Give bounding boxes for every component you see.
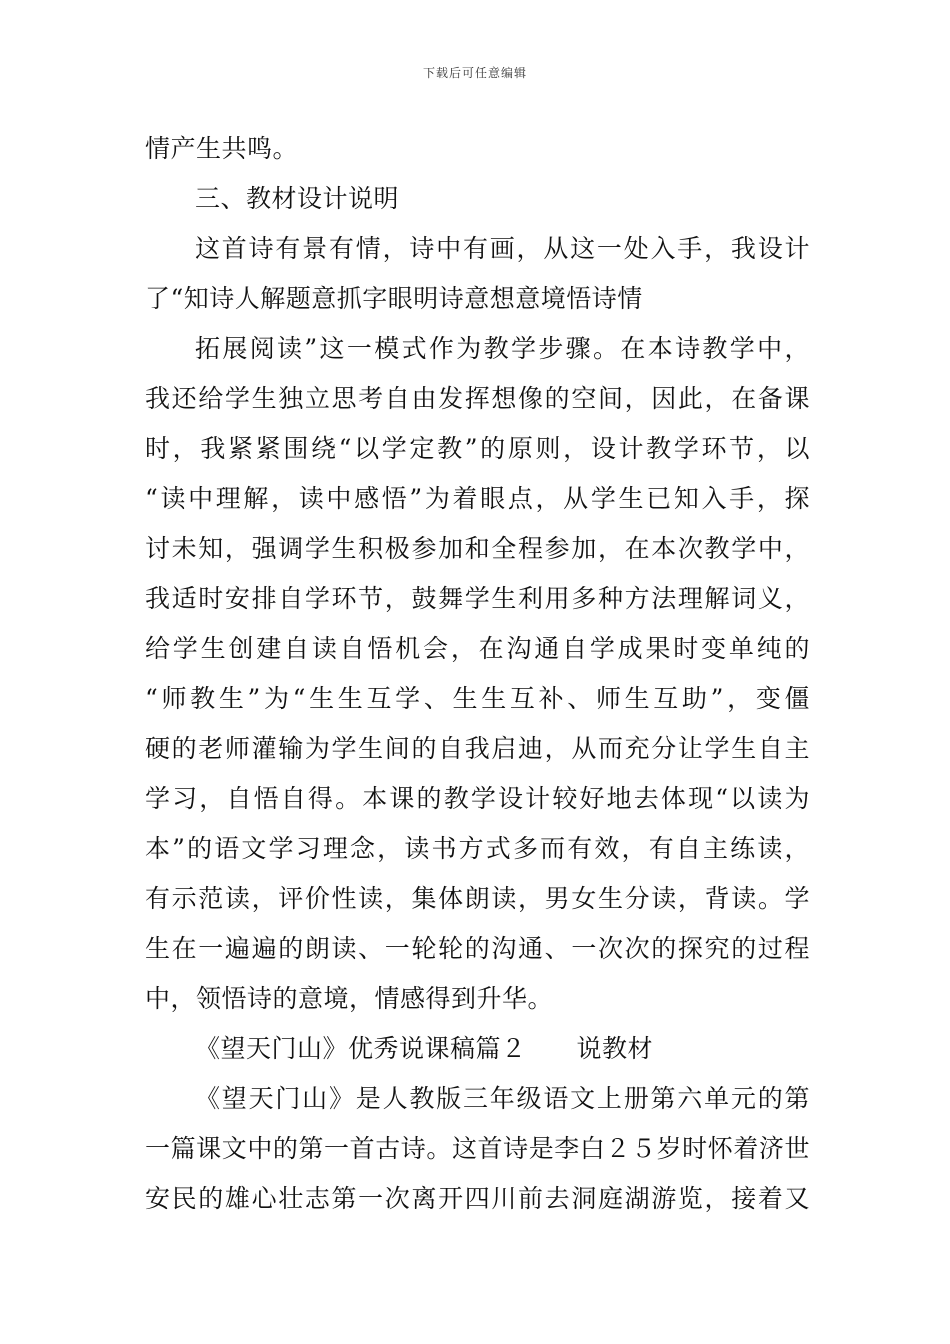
text-line: 硬的老师灌输为学生间的自我启迪，从而充分让学生自主: [145, 734, 810, 763]
article-heading: [195, 1032, 810, 1066]
text-line: 情产生共鸣。: [145, 134, 299, 163]
article-subtitle: 说教材: [576, 1034, 654, 1063]
text-line: “师教生”为“生生互学、生生互补、师生互助”，变僵: [145, 684, 810, 713]
text-line: 这首诗有景有情，诗中有画，从这一处入手，我设计: [195, 234, 810, 263]
text-line: 给学生创建自读自悟机会，在沟通自学成果时变单纯的: [145, 634, 810, 663]
text-line: 了“知诗人解题意抓字眼明诗意想意境悟诗情: [145, 284, 643, 313]
text-line: 一篇课文中的第一首古诗。这首诗是李白２５岁时怀着济世: [145, 1134, 810, 1163]
article-title: 《望天门山》优秀说课稿篇２: [195, 1034, 527, 1063]
text-line: 讨未知，强调学生积极参加和全程参加，在本次教学中，: [145, 534, 810, 563]
text-line: 我还给学生独立思考自由发挥想像的空间，因此，在备课: [145, 384, 810, 413]
text-line: 时，我紧紧围绕“以学定教”的原则，设计教学环节，以: [145, 434, 810, 463]
text-line: 拓展阅读”这一模式作为教学步骤。在本诗教学中，: [195, 334, 810, 363]
page-header: 下载后可任意编辑: [422, 66, 527, 80]
text-line: 《望天门山》是人教版三年级语文上册第六单元的第: [195, 1084, 810, 1113]
text-line: 有示范读，评价性读，集体朗读，男女生分读，背读。学: [145, 884, 810, 913]
text-line: 中，领悟诗的意境，情感得到升华。: [145, 984, 554, 1013]
text-line: “读中理解，读中感悟”为着眼点，从学生已知入手，探: [145, 484, 810, 513]
text-line: 生在一遍遍的朗读、一轮轮的沟通、一次次的探究的过程: [145, 934, 810, 963]
text-line: 我适时安排自学环节，鼓舞学生利用多种方法理解词义，: [145, 584, 810, 613]
section-heading: 三、教材设计说明: [195, 184, 400, 213]
text-line: 安民的雄心壮志第一次离开四川前去洞庭湖游览，接着又: [145, 1184, 810, 1213]
text-line: 学习，自悟自得。本课的教学设计较好地去体现“以读为: [145, 784, 810, 813]
text-line: 本”的语文学习理念，读书方式多而有效，有自主练读，: [145, 834, 810, 863]
